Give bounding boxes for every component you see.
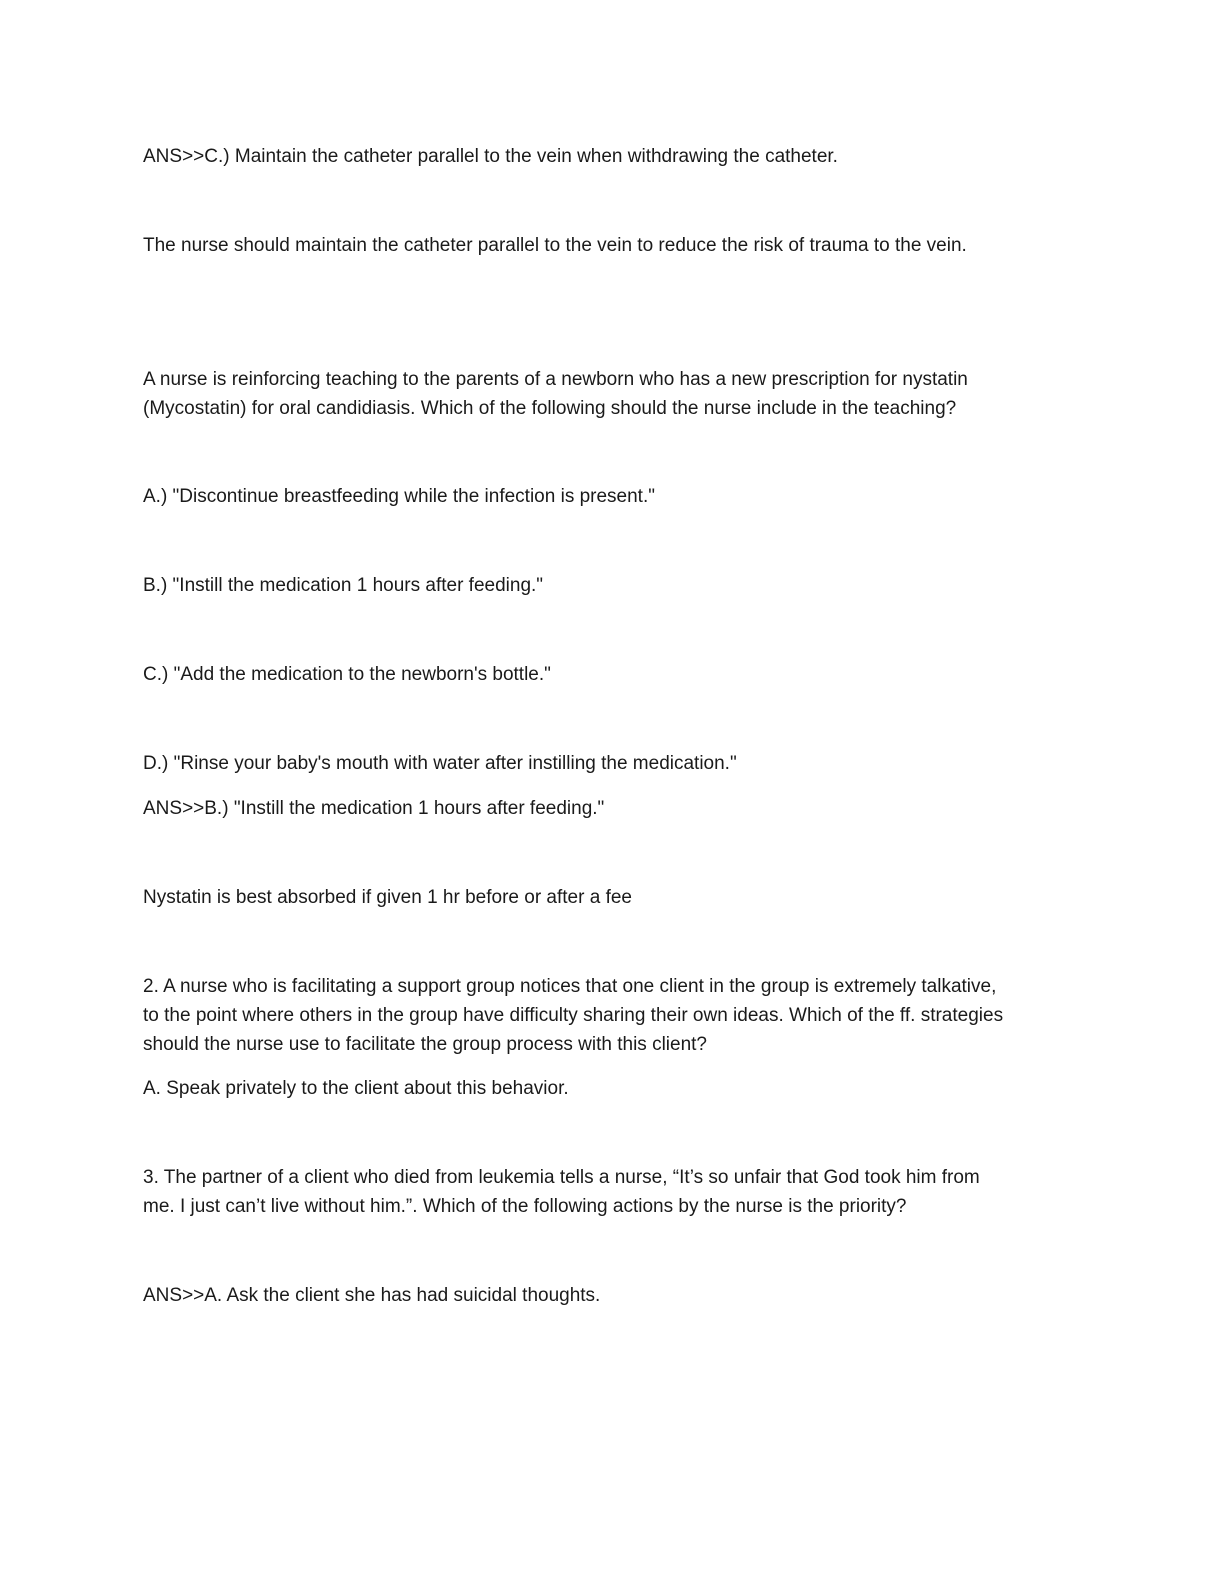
- option-b: B.) "Instill the medication 1 hours after feeding.": [143, 575, 544, 596]
- question-3: [143, 1163, 1083, 1221]
- question-2-line-2: to the point where others in the group have difficulty sharing their own ideas. Which of the ff. strategies: [143, 1005, 1004, 1026]
- question-2: [143, 972, 1083, 1059]
- question-3-line-2: me. I just can’t live without him.”. Which of the following actions by the nurse is the priority?: [143, 1196, 907, 1217]
- option-d: D.) "Rinse your baby's mouth with water after instilling the medication.": [143, 753, 737, 774]
- answer-question-3: ANS>>A. Ask the client she has had suicidal thoughts.: [143, 1285, 601, 1306]
- question-3-line-1: 3. The partner of a client who died from leukemia tells a nurse, “It’s so unfair that God took him from: [143, 1167, 980, 1188]
- question-nystatin: [143, 365, 1083, 423]
- question-2-answer: A. Speak privately to the client about this behavior.: [143, 1078, 569, 1099]
- option-a: A.) "Discontinue breastfeeding while the infection is present.": [143, 486, 655, 507]
- rationale-nystatin: Nystatin is best absorbed if given 1 hr before or after a fee: [143, 887, 632, 908]
- question-2-line-1: 2. A nurse who is facilitating a support group notices that one client in the group is extremely talkative,: [143, 976, 997, 997]
- answer-nystatin: ANS>>B.) "Instill the medication 1 hours after feeding.": [143, 798, 605, 819]
- question-2-line-3: should the nurse use to facilitate the group process with this client?: [143, 1034, 707, 1055]
- rationale-catheter: The nurse should maintain the catheter parallel to the vein to reduce the risk of trauma to the vein.: [143, 235, 967, 256]
- answer-catheter: ANS>>C.) Maintain the catheter parallel to the vein when withdrawing the catheter.: [143, 146, 838, 167]
- question-nystatin-line-2: (Mycostatin) for oral candidiasis. Which of the following should the nurse include in the teaching?: [143, 398, 957, 419]
- question-nystatin-line-1: A nurse is reinforcing teaching to the parents of a newborn who has a new prescription for nystatin: [143, 369, 968, 390]
- option-c: C.) "Add the medication to the newborn's bottle.": [143, 664, 551, 685]
